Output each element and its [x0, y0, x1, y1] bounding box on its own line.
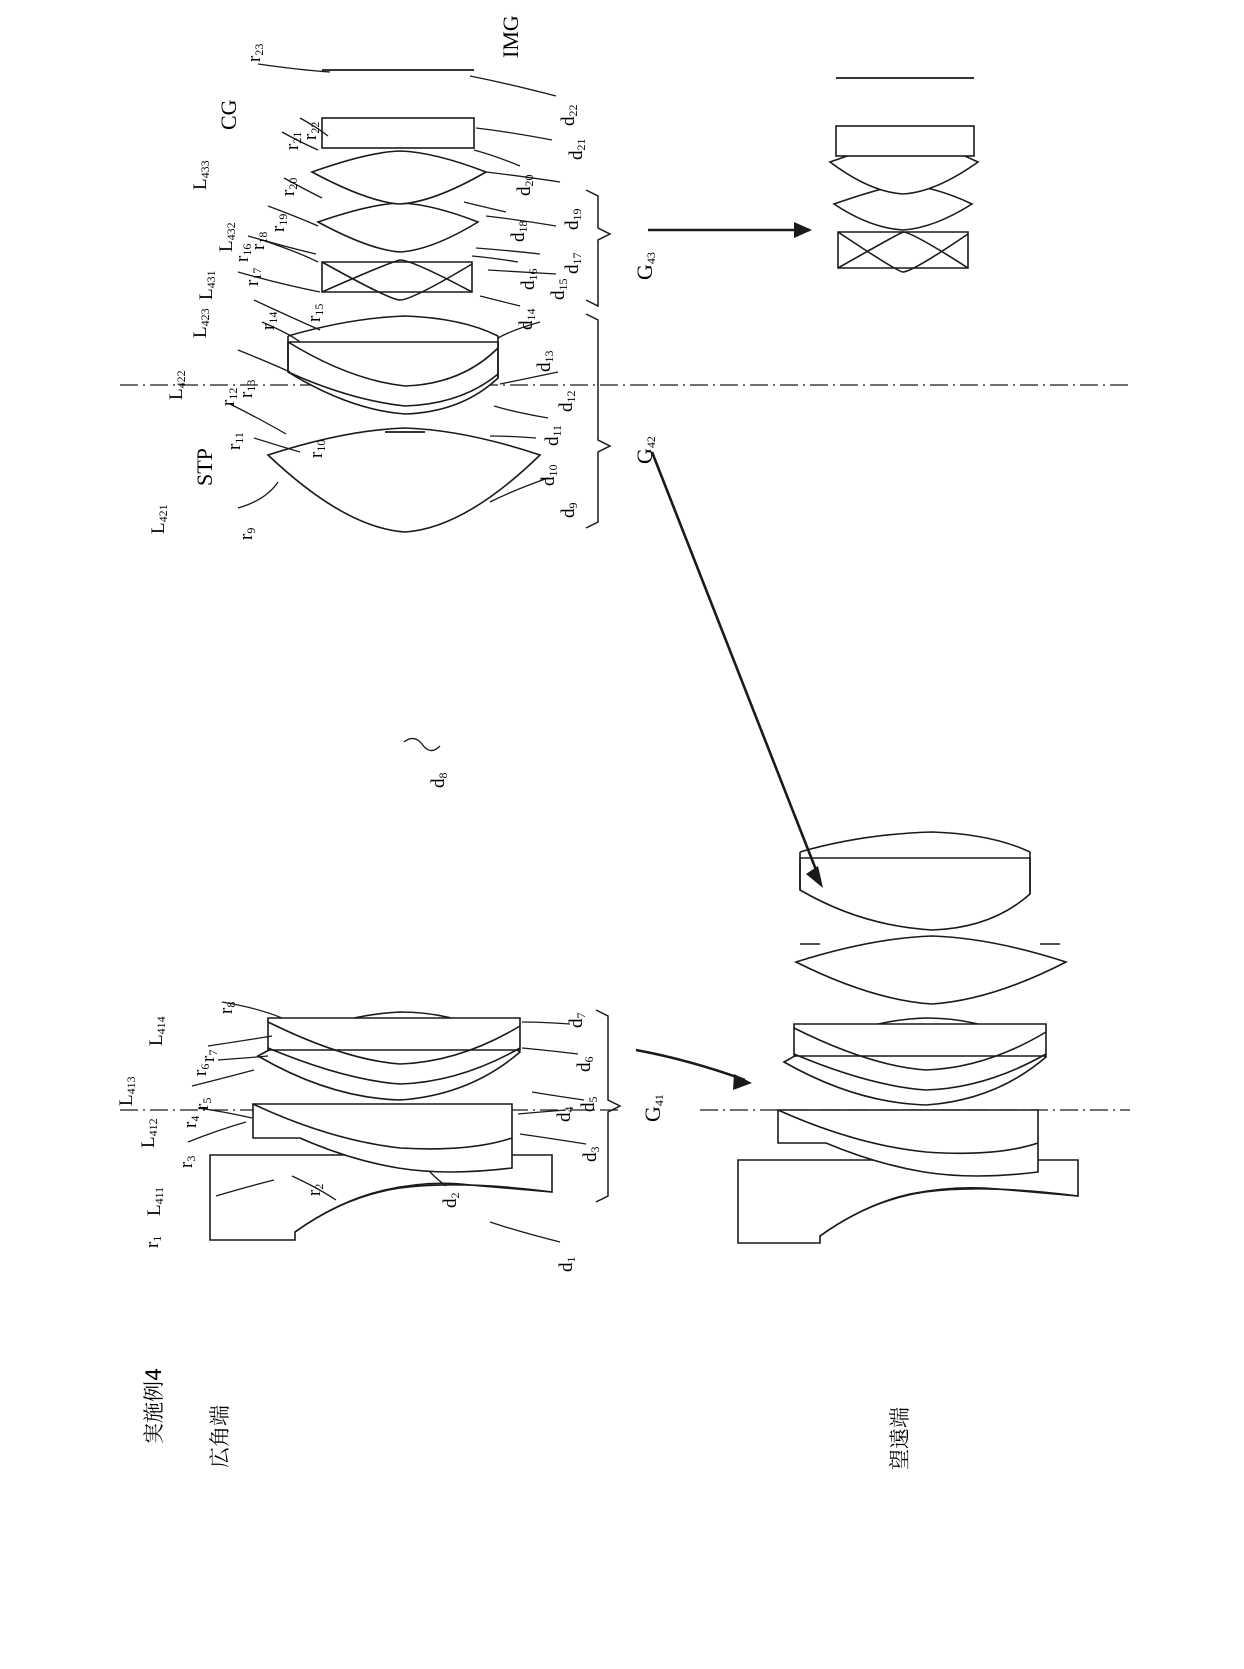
label-d9: $d_9$: [558, 502, 580, 518]
bracket-g43: [586, 190, 610, 306]
label-r12: $r_{12}$: [218, 387, 240, 406]
label-d3: $d_3$: [580, 1146, 602, 1162]
label-r7: $r_7$: [198, 1049, 220, 1062]
label-d18: $d_{18}$: [508, 220, 530, 242]
label-r5: $r_5$: [192, 1097, 214, 1110]
label-L421: $L_{421}$: [148, 504, 170, 534]
label-L411: $L_{411}$: [144, 1186, 166, 1216]
label-d14: $d_{14}$: [516, 308, 538, 330]
label-r9: $r_9$: [236, 527, 258, 540]
label-L423: $L_{423}$: [190, 308, 212, 338]
label-img: IMG: [498, 15, 523, 58]
label-G43: $G_{43}$: [632, 252, 658, 280]
label-r3: $r_3$: [176, 1155, 198, 1168]
label-d6: $d_6$: [574, 1056, 596, 1072]
label-L413: $L_{413}$: [116, 1076, 138, 1106]
arrow-g41: [636, 1050, 752, 1090]
label-d4: $d_4$: [554, 1106, 576, 1122]
figure-title: 実施例4: [142, 1367, 166, 1444]
bracket-g42: [586, 314, 610, 528]
label-r11: $r_{11}$: [224, 432, 246, 450]
group-g42-wide: [268, 316, 540, 532]
label-cg: CG: [216, 99, 241, 130]
label-d21: $d_{21}$: [566, 138, 588, 160]
label-d2: $d_2$: [440, 1192, 462, 1208]
label-L422: $L_{422}$: [166, 370, 188, 400]
label-r6: $r_6$: [190, 1063, 212, 1076]
label-d11: $d_{11}$: [542, 424, 564, 446]
label-r16: $r_{16}$: [232, 243, 254, 262]
row-label-wide: 広角端: [208, 1405, 232, 1468]
label-d5: $d_5$: [578, 1096, 600, 1112]
label-r18: $r_{18}$: [248, 231, 270, 250]
group-g43-tele: [830, 78, 978, 272]
group-g41-wide: [210, 1012, 552, 1240]
label-d12: $d_{12}$: [556, 390, 578, 412]
label-L412: $L_{412}$: [138, 1118, 160, 1148]
group-g43-wide: [312, 70, 486, 300]
label-L431: $L_{431}$: [196, 270, 218, 300]
label-r19: $r_{19}$: [268, 213, 290, 232]
label-L432: $L_{432}$: [216, 222, 238, 252]
label-d22: $d_{22}$: [558, 104, 580, 126]
label-r20: $r_{20}$: [278, 177, 300, 196]
label-d8: $d_8$: [428, 772, 450, 788]
label-r17: $r_{17}$: [242, 267, 264, 286]
label-G41: $G_{41}$: [640, 1094, 666, 1122]
label-G42: $G_{42}$: [632, 436, 658, 464]
label-r15: $r_{15}$: [304, 303, 326, 322]
label-d20: $d_{20}$: [514, 174, 536, 196]
label-d17: $d_{17}$: [562, 252, 584, 274]
label-d13: $d_{13}$: [534, 350, 556, 372]
label-d16: $d_{16}$: [518, 268, 540, 290]
label-r21: $r_{21}$: [282, 131, 304, 150]
row-label-tele: 望遠端: [888, 1407, 912, 1470]
label-r8: $r_8$: [216, 1001, 238, 1014]
label-d15: $d_{15}$: [548, 278, 570, 300]
label-d7: $d_7$: [566, 1012, 588, 1028]
label-r22: $r_{22}$: [300, 121, 322, 140]
label-r2: $r_2$: [304, 1183, 326, 1196]
label-r10: $r_{10}$: [306, 439, 328, 458]
label-r1: $r_1$: [142, 1235, 164, 1248]
label-r13: $r_{13}$: [236, 379, 258, 398]
label-r4: $r_4$: [180, 1115, 202, 1128]
label-L433: $L_{433}$: [190, 160, 212, 190]
arrow-g43: [648, 222, 812, 238]
label-stp: STP: [192, 448, 217, 486]
group-g42-tele: [796, 832, 1066, 1004]
label-L414: $L_{414}$: [146, 1016, 168, 1046]
group-g41-tele: [738, 1018, 1078, 1243]
label-d19: $d_{19}$: [562, 208, 584, 230]
label-r14: $r_{14}$: [258, 311, 280, 330]
arrow-g42: [652, 452, 823, 888]
label-d10: $d_{10}$: [538, 464, 560, 486]
label-d1: $d_1$: [556, 1256, 578, 1272]
label-r23: $r_{23}$: [244, 43, 266, 62]
